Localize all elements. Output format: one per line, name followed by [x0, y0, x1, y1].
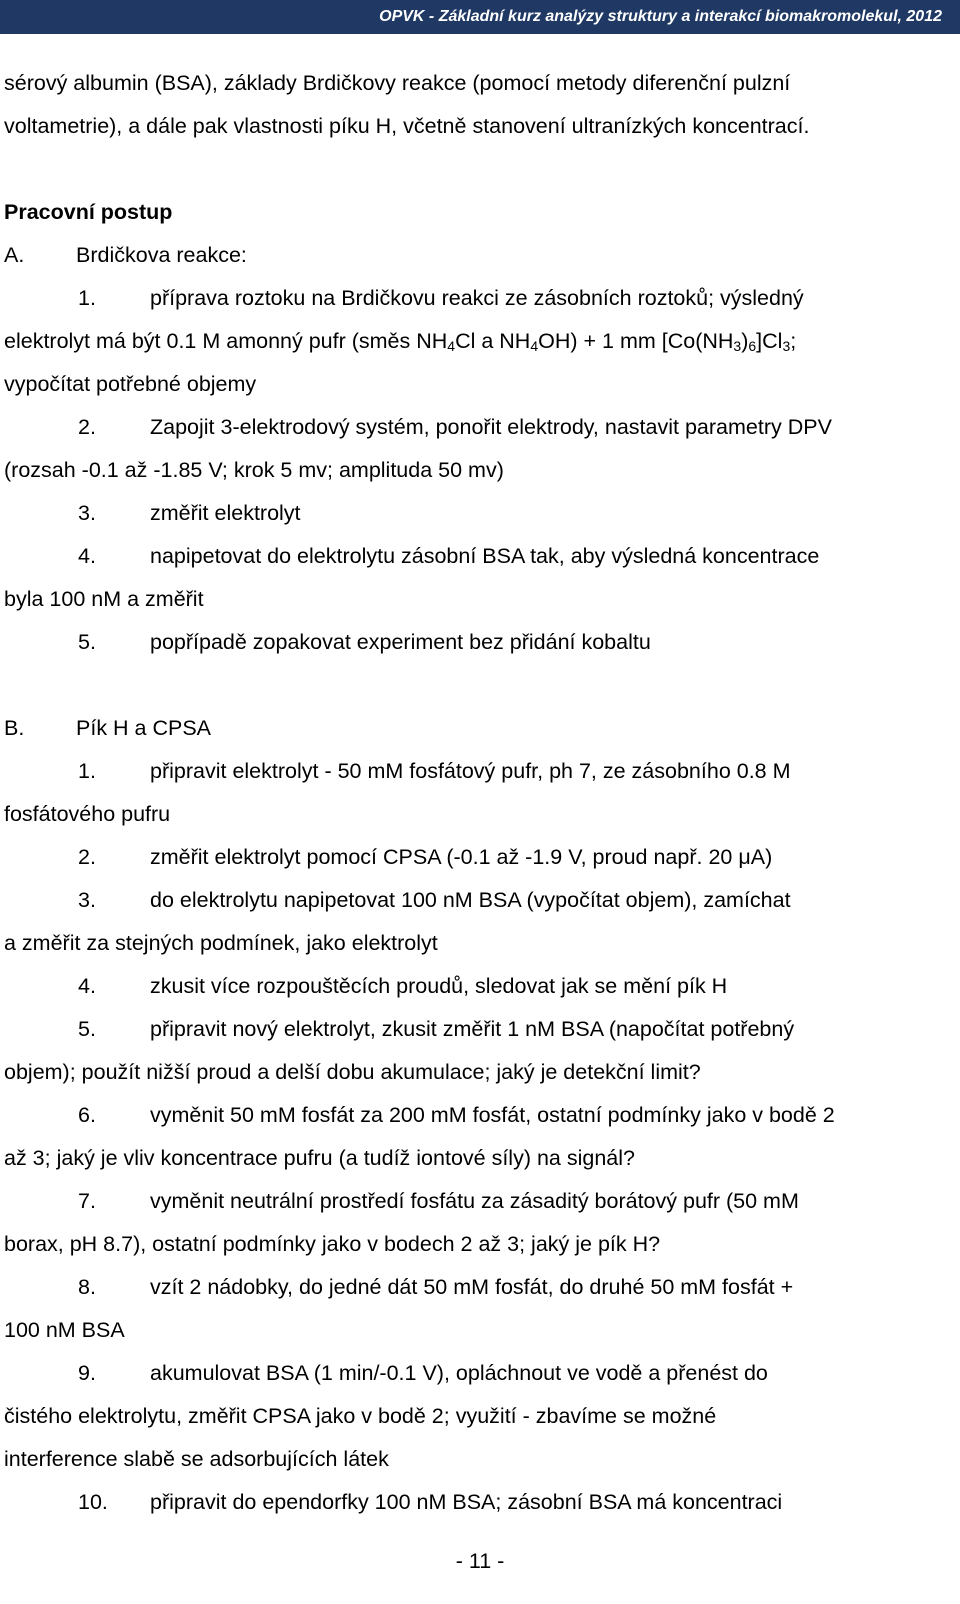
step-b10: 10. připravit do ependorfky 100 nM BSA; zásobní BSA má koncentraci [78, 1490, 783, 1514]
step-a1-cont: vypočítat potřebné objemy [4, 372, 257, 396]
step-b3-cont: a změřit za stejných podmínek, jako elektrolyt [4, 931, 438, 955]
header-title: OPVK - Základní kurz analýzy struktury a interakcí biomakromolekul, 2012 [379, 8, 942, 25]
step-a1-formula: elektrolyt má být 0.1 M amonný pufr (směs $NH_4Cl$ a $NH_4OH) + 1$ mm $[Co(NH_3)_6]Cl_3$; [4, 329, 797, 354]
step-a5: 5. popřípadě zopakovat experiment bez přidání kobaltu [78, 630, 651, 654]
step-a1: 1. příprava roztoku na Brdičkovu reakci ze zásobních roztoků; výsledný [78, 286, 804, 310]
step-a4-cont: byla 100 nM a změřit [4, 587, 204, 611]
step-b4: 4. zkusit více rozpouštěcích proudů, sledovat jak se mění pík H [78, 974, 728, 998]
step-b2: 2. změřit elektrolyt pomocí CPSA (-0.1 až -1.9 V, proud např. 20 μA) [78, 845, 773, 869]
intro-line: sérový albumin (BSA), základy Brdičkovy reakce (pomocí metody diferenční pulzní [4, 71, 791, 95]
section-b-title: B. Pík H a CPSA [4, 716, 212, 740]
step-b5: 5. připravit nový elektrolyt, zkusit změřit 1 nM BSA (napočítat potřebný [78, 1017, 795, 1041]
step-b7: 7. vyměnit neutrální prostředí fosfátu za zásaditý borátový pufr (50 mM [78, 1189, 799, 1213]
page-number: - 11 - [455, 1549, 505, 1573]
document-body [4, 62, 954, 1524]
step-a3: 3. změřit elektrolyt [78, 501, 301, 525]
step-a4: 4. napipetovat do elektrolytu zásobní BSA tak, aby výsledná koncentrace [78, 544, 820, 568]
step-b6: 6. vyměnit 50 mM fosfát za 200 mM fosfát, ostatní podmínky jako v bodě 2 [78, 1103, 835, 1127]
section-heading: Pracovní postup [4, 200, 173, 224]
step-b6-cont: až 3; jaký je vliv koncentrace pufru (a tudíž iontové síly) na signál? [4, 1146, 635, 1170]
intro-line: voltametrie), a dále pak vlastnosti píku H, včetně stanovení ultranízkých koncentrací. [4, 114, 810, 138]
step-b3: 3. do elektrolytu napipetovat 100 nM BSA (vypočítat objem), zamíchat [78, 888, 791, 912]
step-b9-cont: interference slabě se adsorbujících látek [4, 1447, 389, 1471]
step-b7-cont: borax, pH 8.7), ostatní podmínky jako v bodech 2 až 3; jaký je pík H? [4, 1232, 661, 1256]
section-a-title: A. Brdičkova reakce: [4, 243, 247, 267]
step-b1: 1. připravit elektrolyt - 50 mM fosfátový pufr, ph 7, ze zásobního 0.8 M [78, 759, 791, 783]
step-b8-cont: 100 nM BSA [4, 1318, 125, 1342]
step-b5-cont: objem); použít nižší proud a delší dobu akumulace; jaký je detekční limit? [4, 1060, 701, 1084]
step-b9-cont: čistého elektrolytu, změřit CPSA jako v bodě 2; využití - zbavíme se možné [4, 1404, 717, 1428]
step-b9: 9. akumulovat BSA (1 min/-0.1 V), opláchnout ve vodě a přenést do [78, 1361, 768, 1385]
step-b8: 8. vzít 2 nádobky, do jedné dát 50 mM fosfát, do druhé 50 mM fosfát + [78, 1275, 794, 1299]
page-header [0, 0, 960, 34]
step-a2-cont: (rozsah -0.1 až -1.85 V; krok 5 mv; amplituda 50 mv) [4, 458, 504, 482]
step-a2: 2. Zapojit 3-elektrodový systém, ponořit elektrody, nastavit parametry DPV [78, 415, 832, 439]
step-b1-cont: fosfátového pufru [4, 802, 171, 826]
